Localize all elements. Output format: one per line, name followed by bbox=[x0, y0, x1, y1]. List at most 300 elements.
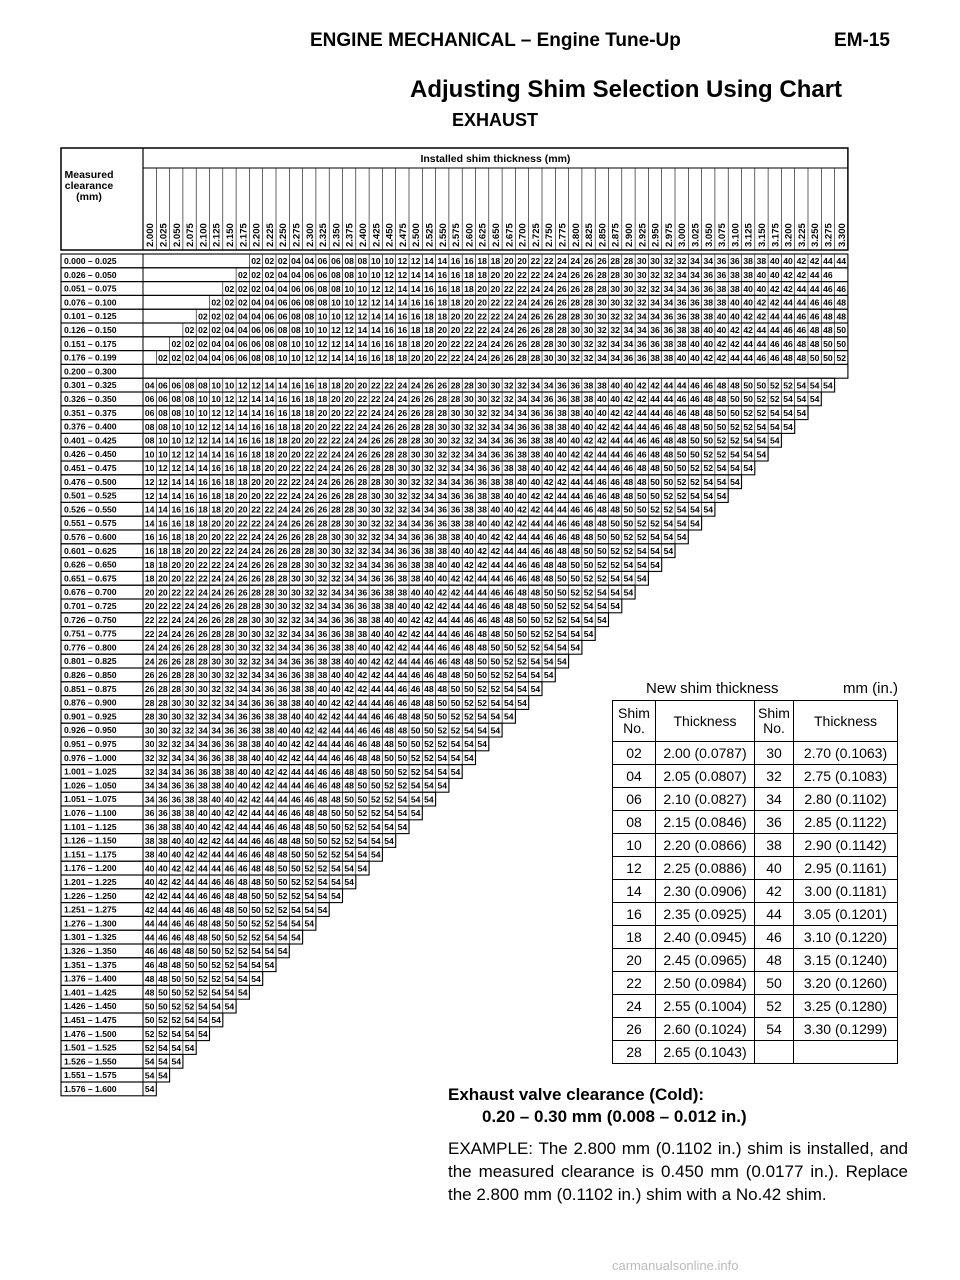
shim-number-cell: 52 bbox=[676, 477, 687, 487]
shim-number-cell: 28 bbox=[557, 311, 567, 322]
shim-number-cell: 54 bbox=[557, 628, 567, 639]
shim-number-cell: 26 bbox=[198, 615, 208, 625]
shim-number-cell: 50 bbox=[304, 849, 315, 860]
shim-number-cell: 20 bbox=[198, 546, 208, 556]
shim-number-cell: 54 bbox=[158, 1070, 168, 1081]
shim-thickness-cell: 2.65 (0.1043) bbox=[656, 1041, 755, 1064]
installed-thickness-tick: 2.325 bbox=[318, 223, 330, 247]
shim-number-cell: 46 bbox=[503, 587, 514, 598]
shim-number-cell: 38 bbox=[517, 449, 527, 460]
shim-number-cell: 40 bbox=[331, 670, 341, 681]
shim-number-cell: 54 bbox=[597, 587, 607, 598]
shim-number-cell: 42 bbox=[437, 601, 448, 612]
shim-number-cell: 14 bbox=[144, 504, 155, 515]
shim-number-cell: 52 bbox=[756, 394, 767, 405]
shim-number-cell: 32 bbox=[503, 394, 514, 405]
shim-number-cell: 26 bbox=[198, 628, 208, 639]
shim-number-cell: 40 bbox=[304, 697, 315, 708]
shim-number-cell: 54 bbox=[224, 1001, 235, 1012]
shim-number-cell: 48 bbox=[836, 311, 847, 322]
shim-number-cell: 18 bbox=[450, 297, 461, 308]
new-shim-unit: mm (in.) bbox=[843, 680, 898, 697]
shim-number-cell: 42 bbox=[158, 891, 168, 901]
shim-number-cell: 30 bbox=[410, 449, 421, 460]
shim-number-cell: 42 bbox=[410, 615, 421, 625]
shim-thickness-cell: 2.40 (0.0945) bbox=[656, 926, 755, 949]
shim-number-cell: 48 bbox=[557, 559, 567, 570]
shim-number-cell: 38 bbox=[570, 408, 581, 418]
shim-number-cell: 52 bbox=[755, 995, 794, 1018]
shim-number-cell: 46 bbox=[823, 270, 833, 280]
shim-number-cell: 12 bbox=[317, 352, 328, 363]
shim-number-cell: 40 bbox=[583, 408, 594, 418]
shim-number-cell: 04 bbox=[291, 270, 301, 280]
shim-number-cell: 24 bbox=[264, 518, 275, 529]
shim-number-cell: 54 bbox=[676, 532, 687, 543]
shim-number-cell: 48 bbox=[583, 518, 594, 529]
shim-number-cell: 42 bbox=[570, 463, 581, 474]
shim-number-cell: 44 bbox=[357, 697, 368, 708]
shim-number-cell: 52 bbox=[384, 794, 394, 805]
shim-number-cell: 24 bbox=[158, 642, 168, 653]
shim-number-cell: 52 bbox=[490, 684, 501, 694]
shim-number-cell: 54 bbox=[251, 960, 261, 970]
shim-number-cell: 34 bbox=[636, 311, 647, 322]
measured-clearance-label: 1.176 – 1.200 bbox=[64, 863, 117, 874]
shim-number-cell: 04 bbox=[291, 256, 301, 267]
shim-number-cell: 16 bbox=[437, 283, 448, 294]
measured-clearance-label: 0.426 – 0.450 bbox=[64, 449, 117, 460]
shim-number-cell: 48 bbox=[224, 891, 235, 901]
shim-number-cell: 48 bbox=[823, 325, 833, 336]
shim-number-cell: 48 bbox=[237, 891, 248, 901]
installed-thickness-tick: 2.825 bbox=[584, 223, 596, 247]
shim-number-cell: 22 bbox=[344, 421, 354, 432]
shim-number-cell: 38 bbox=[517, 463, 527, 474]
shim-number-cell: 02 bbox=[224, 297, 235, 308]
shim-number-cell: 34 bbox=[331, 601, 341, 612]
corner-label-line: (mm) bbox=[76, 191, 102, 203]
shim-number-cell: 40 bbox=[756, 283, 767, 294]
shim-number-cell: 26 bbox=[543, 311, 554, 322]
shim-number-cell: 50 bbox=[264, 877, 275, 888]
shim-number-cell: 54 bbox=[397, 808, 408, 819]
measured-clearance-label: 1.326 – 1.350 bbox=[64, 946, 117, 956]
shim-number-cell: 22 bbox=[530, 256, 541, 267]
shim-number-cell: 24 bbox=[237, 559, 248, 570]
shim-number-cell: 20 bbox=[331, 394, 341, 405]
shim-number-cell: 42 bbox=[144, 891, 155, 901]
shim-number-cell: 48 bbox=[663, 435, 674, 446]
shim-number-cell: 38 bbox=[144, 835, 155, 846]
shim-number-cell: 54 bbox=[517, 697, 527, 708]
shim-number-cell: 52 bbox=[331, 835, 341, 846]
shim-number-cell: 46 bbox=[836, 283, 847, 294]
shim-number-cell: 54 bbox=[211, 1015, 221, 1026]
shim-number-cell: 32 bbox=[304, 601, 315, 612]
shim-number-cell: 26 bbox=[397, 421, 408, 432]
shim-number-cell: 22 bbox=[237, 532, 248, 543]
shim-number-cell: 30 bbox=[344, 532, 354, 543]
shim-number-cell: 12 bbox=[211, 421, 221, 432]
shim-number-cell: 42 bbox=[397, 628, 408, 639]
shim-number-cell: 14 bbox=[184, 463, 195, 474]
shim-number-cell: 50 bbox=[370, 766, 381, 777]
shim-number-cell: 32 bbox=[317, 587, 328, 598]
shim-number-cell: 26 bbox=[264, 546, 275, 556]
shim-number-cell: 42 bbox=[543, 490, 554, 501]
shim-number-cell: 22 bbox=[384, 380, 394, 391]
shim-number-cell: 54 bbox=[503, 711, 514, 722]
shim-number-cell: 52 bbox=[636, 532, 647, 543]
shim-number-cell: 50 bbox=[690, 435, 700, 446]
shim-number-cell: 46 bbox=[357, 739, 368, 750]
shim-number-cell: 32 bbox=[144, 766, 155, 777]
shim-number-cell: 50 bbox=[171, 987, 182, 998]
shim-number-cell: 40 bbox=[211, 808, 221, 819]
shim-number-cell: 36 bbox=[636, 352, 647, 363]
measured-clearance-label: 0.576 – 0.600 bbox=[64, 532, 117, 542]
shim-number-cell: 30 bbox=[291, 573, 301, 584]
shim-thickness-cell: 3.10 (0.1220) bbox=[794, 926, 898, 949]
shim-number-cell: 50 bbox=[583, 546, 594, 556]
shim-number-cell: 50 bbox=[317, 822, 328, 832]
shim-number-cell: 34 bbox=[264, 670, 275, 681]
shim-number-cell: 34 bbox=[477, 435, 487, 446]
shim-number-cell: 20 bbox=[211, 518, 221, 529]
clearance-value: 0.20 – 0.30 mm (0.008 – 0.012 in.) bbox=[482, 1107, 747, 1126]
shim-number-cell: 02 bbox=[171, 352, 182, 363]
shim-number-cell: 38 bbox=[743, 270, 753, 280]
shim-number-cell: 02 bbox=[211, 297, 221, 308]
shim-number-cell: 24 bbox=[224, 573, 235, 584]
shim-number-cell: 40 bbox=[464, 546, 474, 556]
shim-number-cell: 28 bbox=[331, 518, 341, 529]
shim-number-cell: 54 bbox=[184, 1042, 195, 1053]
shim-number-cell: 34 bbox=[357, 573, 368, 584]
shim-number-cell: 52 bbox=[264, 918, 275, 929]
shim-number-cell: 50 bbox=[477, 670, 487, 681]
shim-number-cell: 48 bbox=[716, 380, 727, 391]
shim-number-cell: 12 bbox=[370, 283, 381, 294]
shim-number-cell: 50 bbox=[557, 587, 567, 598]
shim-number-cell: 52 bbox=[570, 601, 581, 612]
measured-clearance-label: 0.701 – 0.725 bbox=[64, 601, 117, 611]
shim-number-cell: 52 bbox=[703, 449, 714, 460]
shim-number-cell: 04 bbox=[251, 311, 261, 322]
shim-number-cell: 44 bbox=[384, 684, 394, 694]
shim-number-cell: 54 bbox=[743, 463, 753, 474]
shim-number-cell: 50 bbox=[836, 339, 847, 349]
shim-number-cell: 48 bbox=[650, 463, 660, 474]
shim-number-cell: 44 bbox=[304, 766, 315, 777]
shim-number-cell: 46 bbox=[477, 615, 487, 625]
shim-thickness-cell: 3.00 (0.1181) bbox=[794, 880, 898, 903]
shim-number-cell: 52 bbox=[344, 835, 354, 846]
shim-number-cell: 52 bbox=[836, 352, 847, 363]
shim-number-cell: 36 bbox=[477, 477, 487, 487]
shim-number-cell: 38 bbox=[344, 642, 354, 653]
shim-number-cell: 46 bbox=[384, 697, 394, 708]
shim-number-cell: 42 bbox=[437, 587, 448, 598]
shim-number-cell: 28 bbox=[184, 670, 195, 681]
shim-number-cell: 54 bbox=[636, 559, 647, 570]
shim-number-cell: 32 bbox=[384, 504, 394, 515]
shim-number-cell: 42 bbox=[796, 256, 807, 267]
installed-thickness-tick: 3.225 bbox=[796, 223, 808, 247]
shim-number-cell: 42 bbox=[650, 380, 660, 391]
shim-number-cell: 42 bbox=[623, 408, 634, 418]
installed-thickness-tick: 2.225 bbox=[264, 223, 276, 247]
shim-number-cell: 52 bbox=[570, 587, 581, 598]
shim-number-cell: 20 bbox=[503, 256, 514, 267]
shim-number-cell: 18 bbox=[277, 435, 288, 446]
shim-number-cell: 36 bbox=[623, 352, 634, 363]
measured-clearance-label: 1.376 – 1.400 bbox=[64, 973, 117, 984]
shim-number-cell: 18 bbox=[224, 490, 235, 501]
shim-number-cell: 54 bbox=[144, 1070, 155, 1081]
shim-number-cell: 26 bbox=[304, 518, 315, 529]
shim-number-cell: 52 bbox=[410, 753, 421, 763]
shim-number-cell: 20 bbox=[464, 311, 474, 322]
shim-number-cell: 52 bbox=[264, 904, 275, 915]
shim-number-cell: 52 bbox=[769, 394, 780, 405]
shim-number-cell: 42 bbox=[317, 711, 328, 722]
shim-number-cell: 48 bbox=[331, 780, 341, 791]
shim-number-cell: 14 bbox=[264, 394, 275, 405]
shim-number-cell: 44 bbox=[211, 849, 221, 860]
shim-number-cell: 20 bbox=[357, 380, 368, 391]
shim-number-cell: 30 bbox=[331, 546, 341, 556]
shim-number-cell: 28 bbox=[251, 601, 261, 612]
shim-number-cell: 52 bbox=[623, 532, 634, 543]
shim-number-cell: 22 bbox=[264, 490, 275, 501]
shim-number-cell: 36 bbox=[450, 504, 461, 515]
shim-number-cell: 28 bbox=[384, 449, 394, 460]
shim-number-cell: 14 bbox=[251, 408, 261, 418]
installed-thickness-tick: 3.150 bbox=[756, 223, 768, 247]
shim-number-cell: 28 bbox=[224, 628, 235, 639]
shim-number-cell: 40 bbox=[277, 739, 288, 750]
shim-number-cell: 50 bbox=[184, 973, 195, 984]
measured-clearance-label: 0.826 – 0.850 bbox=[64, 670, 117, 680]
shim-number-cell: 14 bbox=[410, 270, 421, 280]
shim-number-cell: 34 bbox=[251, 684, 261, 694]
shim-number-cell: 26 bbox=[264, 559, 275, 570]
shim-number-cell: 40 bbox=[144, 863, 155, 874]
shim-number-cell: 44 bbox=[184, 877, 195, 888]
shim-number-cell: 28 bbox=[198, 656, 208, 667]
shim-number-cell: 52 bbox=[277, 904, 288, 915]
shim-number-cell: 04 bbox=[211, 339, 221, 349]
shim-number-cell: 52 bbox=[370, 794, 381, 805]
shim-number-cell: 38 bbox=[703, 297, 714, 308]
installed-thickness-tick: 3.025 bbox=[690, 223, 702, 247]
shim-number-cell: 44 bbox=[769, 311, 780, 322]
shim-number-cell: 42 bbox=[530, 504, 541, 515]
notes bbox=[448, 1085, 908, 1206]
shim-number-cell: 12 bbox=[370, 297, 381, 308]
shim-number-cell: 52 bbox=[450, 711, 461, 722]
shim-number-cell: 38 bbox=[384, 601, 394, 612]
shim-number-cell: 50 bbox=[623, 504, 634, 515]
shim-number-cell: 44 bbox=[424, 642, 434, 653]
shim-number-cell: 36 bbox=[490, 449, 501, 460]
shim-number-cell: 08 bbox=[251, 352, 261, 363]
shim-number-cell: 54 bbox=[331, 891, 341, 901]
shim-number-cell: 34 bbox=[211, 711, 221, 722]
shim-number-cell: 54 bbox=[464, 725, 474, 736]
shim-number-cell: 36 bbox=[304, 642, 315, 653]
shim-number-cell: 38 bbox=[477, 490, 487, 501]
shim-number-cell: 54 bbox=[756, 435, 767, 446]
shim-number-cell: 50 bbox=[530, 601, 541, 612]
shim-number-cell: 10 bbox=[357, 270, 368, 280]
shim-number-cell: 48 bbox=[676, 435, 687, 446]
shim-number-cell: 44 bbox=[610, 435, 620, 446]
shim-number-cell: 44 bbox=[583, 477, 594, 487]
shim-number-cell: 34 bbox=[304, 628, 315, 639]
shim-number-cell: 28 bbox=[424, 408, 434, 418]
shim-number-cell: 52 bbox=[344, 822, 354, 832]
shim-number-cell: 18 bbox=[198, 518, 208, 529]
shim-number-cell: 48 bbox=[211, 904, 221, 915]
shim-number-cell: 46 bbox=[370, 725, 381, 736]
shim-number-cell: 48 bbox=[317, 808, 328, 819]
shim-number-cell: 18 bbox=[171, 546, 182, 556]
shim-number-cell: 32 bbox=[291, 615, 301, 625]
shim-number-cell: 24 bbox=[144, 656, 155, 667]
shim-number-cell: 20 bbox=[184, 546, 195, 556]
shim-number-cell: 48 bbox=[317, 794, 328, 805]
shim-number-cell: 44 bbox=[291, 780, 301, 791]
shim-number-cell: 16 bbox=[450, 256, 461, 267]
shim-number-cell: 02 bbox=[251, 283, 261, 294]
shim-number-cell: 34 bbox=[690, 270, 700, 280]
shim-number-cell: 40 bbox=[570, 435, 581, 446]
shim-number-cell: 24 bbox=[370, 408, 381, 418]
shim-number-cell: 12 bbox=[158, 463, 168, 474]
shim-number-cell: 08 bbox=[264, 352, 275, 363]
shim-number-cell: 54 bbox=[331, 877, 341, 888]
installed-thickness-tick: 2.950 bbox=[650, 223, 662, 247]
shim-number-cell: 32 bbox=[464, 421, 474, 432]
shim-number-cell: 20 bbox=[237, 504, 248, 515]
shim-number-cell: 48 bbox=[158, 960, 168, 970]
shim-number-cell: 38 bbox=[198, 794, 208, 805]
shim-number-cell: 30 bbox=[437, 421, 448, 432]
shim-number-cell: 12 bbox=[211, 408, 221, 418]
shim-row bbox=[613, 926, 898, 949]
shim-number-cell: 22 bbox=[317, 449, 328, 460]
shim-number-cell: 48 bbox=[623, 477, 634, 487]
shim-number-cell: 46 bbox=[477, 601, 487, 612]
shim-row bbox=[613, 788, 898, 811]
shim-number-cell: 44 bbox=[530, 518, 541, 529]
shim-number-cell: 30 bbox=[211, 670, 221, 681]
shim-number-cell: 02 bbox=[184, 352, 195, 363]
shim-number-cell: 46 bbox=[809, 311, 820, 322]
shim-number-cell: 38 bbox=[144, 849, 155, 860]
shim-number-cell: 46 bbox=[676, 408, 687, 418]
measured-clearance-label: 1.576 – 1.600 bbox=[64, 1084, 117, 1094]
shim-number-cell: 50 bbox=[291, 849, 301, 860]
shim-number-cell: 42 bbox=[198, 835, 208, 846]
shim-number-cell: 44 bbox=[503, 559, 514, 570]
shim-number-cell: 44 bbox=[237, 822, 248, 832]
shim-number-cell: 28 bbox=[251, 587, 261, 598]
shim-number-cell: 18 bbox=[384, 352, 394, 363]
shim-number-cell: 46 bbox=[410, 670, 421, 681]
shim-number-cell: 40 bbox=[557, 435, 567, 446]
shim-number-cell: 54 bbox=[357, 849, 368, 860]
shim-number-cell: 52 bbox=[397, 780, 408, 791]
shim-number-cell: 30 bbox=[557, 352, 567, 363]
shim-number-cell: 48 bbox=[517, 587, 527, 598]
shim-number-cell: 02 bbox=[198, 325, 208, 336]
shim-number-cell: 16 bbox=[410, 311, 421, 322]
shim-number-cell: 46 bbox=[517, 559, 527, 570]
shim-number-cell: 54 bbox=[477, 725, 487, 736]
shim-number-cell: 36 bbox=[211, 739, 221, 750]
shim-number-cell: 28 bbox=[437, 394, 448, 405]
shim-number-cell: 38 bbox=[410, 559, 421, 570]
shim-number-cell: 32 bbox=[424, 463, 434, 474]
shim-number-cell: 20 bbox=[304, 435, 315, 446]
shim-number-cell: 40 bbox=[690, 339, 700, 349]
shim-number-cell: 36 bbox=[370, 587, 381, 598]
shim-number-cell: 34 bbox=[610, 352, 620, 363]
shim-number-cell: 42 bbox=[517, 504, 527, 515]
shim-number-cell: 40 bbox=[703, 339, 714, 349]
shim-number-cell: 52 bbox=[198, 987, 208, 998]
shim-number-cell: 54 bbox=[690, 518, 700, 529]
shim-number-cell: 52 bbox=[144, 1029, 155, 1039]
shim-number-cell: 46 bbox=[450, 642, 461, 653]
shim-number-cell: 12 bbox=[344, 325, 354, 336]
shim-number-cell: 34 bbox=[171, 766, 182, 777]
shim-number-cell: 48 bbox=[384, 725, 394, 736]
shim-number-cell: 02 bbox=[237, 297, 248, 308]
shim-number-cell: 54 bbox=[477, 739, 487, 750]
shim-number-cell: 40 bbox=[224, 794, 235, 805]
shim-number-cell: 48 bbox=[477, 628, 487, 639]
shim-number-cell: 52 bbox=[198, 973, 208, 984]
installed-thickness-tick: 2.000 bbox=[145, 223, 157, 247]
shim-number-cell: 50 bbox=[424, 725, 434, 736]
shim-number-cell: 26 bbox=[251, 573, 261, 584]
shim-number-cell: 20 bbox=[277, 463, 288, 474]
shim-number-cell: 54 bbox=[317, 904, 328, 915]
shim-number-cell: 40 bbox=[703, 325, 714, 336]
shim-number-cell: 16 bbox=[224, 449, 235, 460]
shim-number-cell: 46 bbox=[317, 766, 328, 777]
shim-number-cell: 16 bbox=[357, 352, 368, 363]
shim-number-cell: 28 bbox=[597, 270, 607, 280]
shim-number-cell: 24 bbox=[370, 421, 381, 432]
shim-number-cell: 44 bbox=[517, 532, 527, 543]
measured-clearance-label: 0.876 – 0.900 bbox=[64, 697, 117, 708]
shim-number-cell: 32 bbox=[264, 628, 275, 639]
shim-number-cell: 32 bbox=[610, 325, 620, 336]
shim-number-cell: 30 bbox=[277, 587, 288, 598]
shim-row bbox=[613, 857, 898, 880]
shim-number-cell: 40 bbox=[477, 518, 487, 529]
shim-number-cell: 20 bbox=[344, 380, 354, 391]
shim-number-cell: 22 bbox=[450, 339, 461, 349]
shim-number-cell: 40 bbox=[384, 628, 394, 639]
shim-number-cell: 20 bbox=[198, 532, 208, 543]
